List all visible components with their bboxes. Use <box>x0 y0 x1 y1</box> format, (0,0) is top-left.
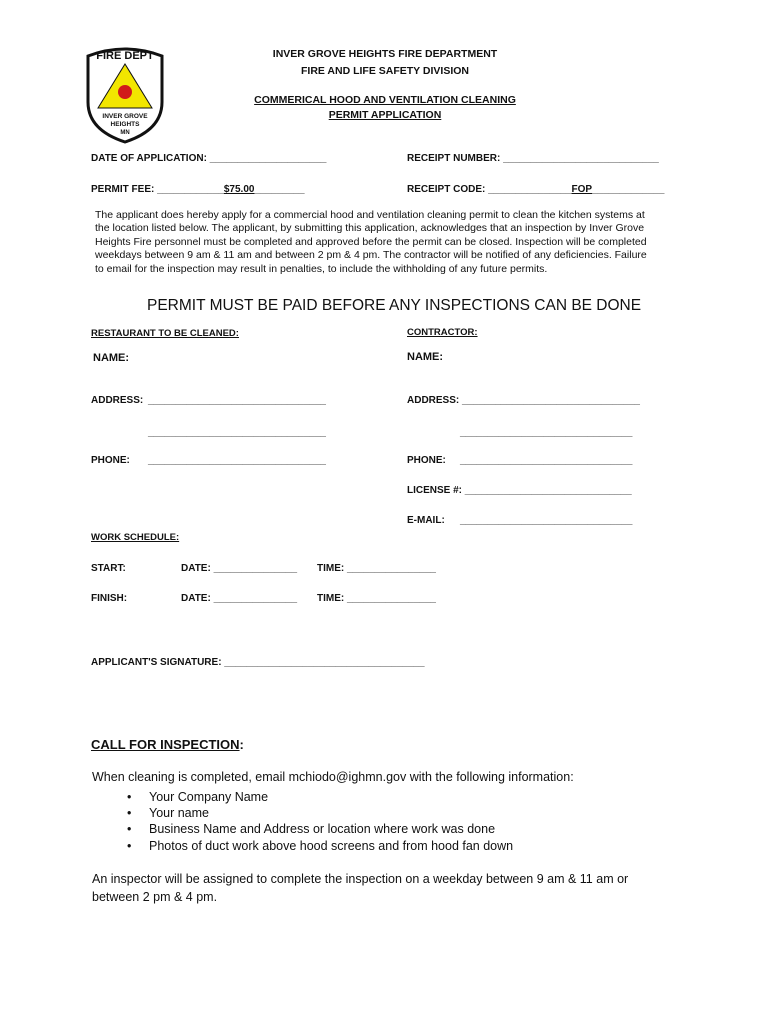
required-info-list <box>127 789 513 854</box>
restaurant-heading: RESTAURANT TO BE CLEANED: <box>91 328 239 339</box>
contractor-license-field[interactable]: LICENSE #: ______________________________ <box>407 485 632 496</box>
restaurant-phone-field[interactable]: ________________________________ <box>148 455 326 466</box>
finish-time-field[interactable]: TIME: ________________ <box>317 593 436 604</box>
restaurant-address-line2-field[interactable]: ________________________________ <box>148 427 326 438</box>
contractor-phone-field[interactable]: _______________________________ <box>460 455 633 466</box>
contractor-phone-label: PHONE: <box>407 455 446 466</box>
restaurant-address-label: ADDRESS: <box>91 395 144 406</box>
list-item: • Your Company Name <box>127 789 513 805</box>
receipt-code-suffix: _____________ <box>592 184 665 195</box>
logo-text-bottom2: HEIGHTS <box>110 121 140 128</box>
restaurant-phone-label: PHONE: <box>91 455 130 466</box>
applicant-signature-field[interactable]: APPLICANT'S SIGNATURE: ____________________________________ <box>91 657 425 668</box>
logo-text-bottom3: MN <box>120 130 130 136</box>
call-for-inspection-heading <box>91 736 244 754</box>
receipt-code-value: FOP <box>571 184 593 195</box>
call-instructions: When cleaning is completed, email mchiodo@ighmn.gov with the following information: <box>92 770 574 784</box>
logo-text-top: FIRE DEPT <box>96 50 154 62</box>
logo-text-bottom1: INVER GROVE <box>102 113 148 120</box>
restaurant-name-label: NAME: <box>93 352 130 364</box>
contractor-email-field[interactable]: _______________________________ <box>460 515 633 526</box>
start-time-field[interactable]: TIME: ________________ <box>317 563 436 574</box>
work-schedule-heading: WORK SCHEDULE: <box>91 532 180 543</box>
receipt-code-field[interactable] <box>407 184 664 195</box>
contractor-name-label: NAME: <box>407 351 444 363</box>
permit-fee-field[interactable] <box>91 184 305 195</box>
dept-name: INVER GROVE HEIGHTS FIRE DEPARTMENT <box>272 48 498 60</box>
date-of-application-field[interactable]: DATE OF APPLICATION: _____________________ <box>91 153 327 164</box>
list-item: • Business Name and Address or location where work was done <box>127 821 513 837</box>
permit-fee-value: $75.00 <box>223 184 255 195</box>
intro-paragraph: The applicant does hereby apply for a commercial hood and ventilation cleaning permit to clean the kitchen systems at the location listed below. The applicant, by submitting this application, acknowledges that an inspection by Inver Grove Heights Fire personnel must be completed and approved before the permit can be closed. Inspection will be completed weekdays between 9 am & 11 am and between 2 pm & 4 pm. The contractor will be notified of any deficiencies. Failure to email for the inspection may result in penalties, to include the withholding of any future permits. <box>95 209 647 275</box>
receipt-code-label: RECEIPT CODE: _______________ <box>407 184 572 195</box>
receipt-number-field[interactable]: RECEIPT NUMBER: ____________________________ <box>407 153 659 164</box>
form-title-line2: PERMIT APPLICATION <box>328 109 442 121</box>
start-date-field[interactable]: DATE: _______________ <box>181 563 298 574</box>
contractor-heading: CONTRACTOR: <box>407 327 478 338</box>
logo-emblem <box>118 85 132 99</box>
inspection-closing-text: An inspector will be assigned to complete the inspection on a weekday between 9 am & 11 am or between 2 pm & 4 pm. <box>92 872 629 904</box>
contractor-email-label: E-MAIL: <box>407 515 445 526</box>
permit-fee-suffix: _________ <box>254 184 305 195</box>
restaurant-address-field[interactable]: ________________________________ <box>148 395 326 406</box>
division-name: FIRE AND LIFE SAFETY DIVISION <box>300 65 469 77</box>
list-item: • Your name <box>127 805 513 821</box>
contractor-address-field[interactable]: ADDRESS: ________________________________ <box>407 395 640 406</box>
permit-fee-label: PERMIT FEE: ____________ <box>91 184 224 195</box>
form-title-line1: COMMERICAL HOOD AND VENTILATION CLEANING <box>254 94 516 106</box>
call-heading-text: CALL FOR INSPECTION <box>91 737 240 752</box>
start-label: START: <box>91 563 126 574</box>
call-heading-colon: : <box>239 737 244 752</box>
finish-label: FINISH: <box>91 593 128 604</box>
payment-banner: PERMIT MUST BE PAID BEFORE ANY INSPECTIONS CAN BE DONE <box>147 297 642 314</box>
list-item: • Photos of duct work above hood screens and from hood fan down <box>127 838 513 854</box>
fire-department-logo <box>82 44 168 144</box>
finish-date-field[interactable]: DATE: _______________ <box>181 593 298 604</box>
contractor-address-line2-field[interactable]: _______________________________ <box>460 427 633 438</box>
